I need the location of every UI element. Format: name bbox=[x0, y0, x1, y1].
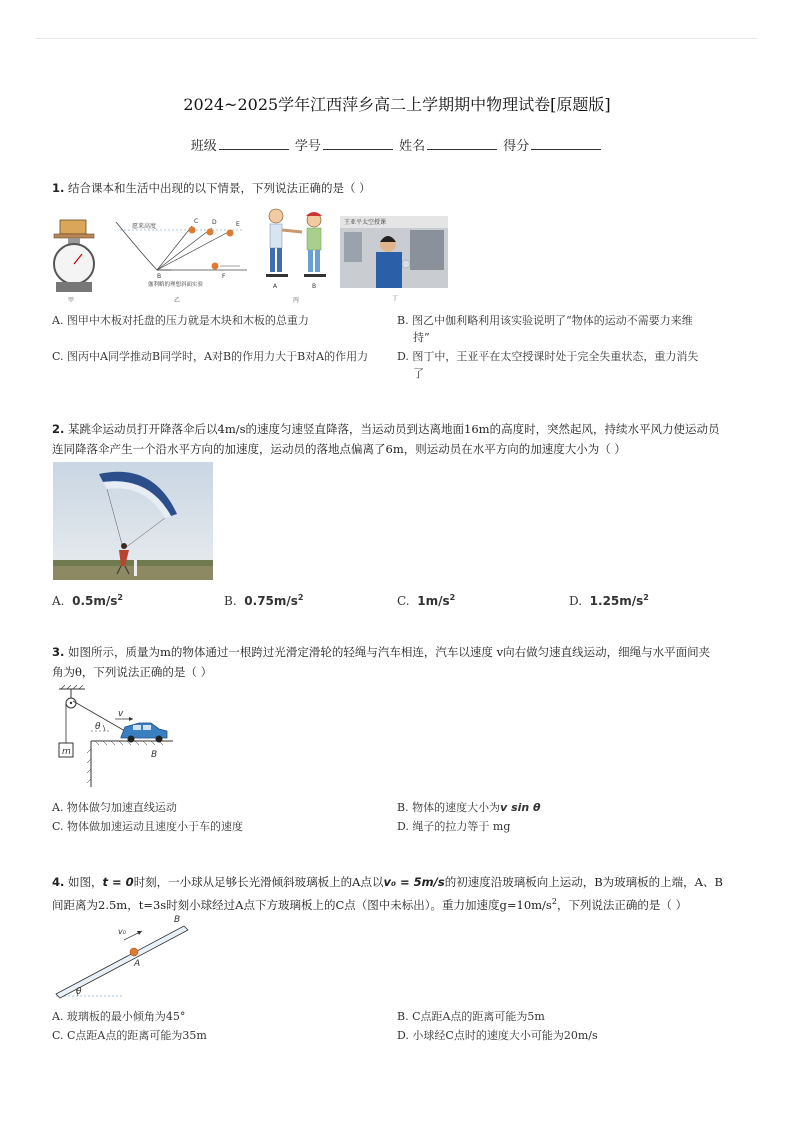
svg-text:C: C bbox=[194, 218, 199, 225]
q1-figure-jia bbox=[50, 214, 100, 304]
student-info-line bbox=[0, 135, 794, 154]
fig-bing-label: 丙 bbox=[293, 297, 300, 304]
q1-option-b[interactable]: B. 图乙中伽利略利用该实验说明了“物体的运动不需要力来维 持” bbox=[397, 314, 693, 344]
q1-option-a[interactable]: A. 图甲中木板对托盘的压力就是木块和木板的总重力 bbox=[52, 314, 309, 327]
svg-text:B: B bbox=[174, 915, 181, 925]
svg-text:F: F bbox=[222, 273, 226, 280]
q2-parachute-photo bbox=[53, 462, 213, 580]
svg-text:D: D bbox=[212, 219, 217, 226]
top-rule bbox=[36, 38, 758, 39]
svg-text:m: m bbox=[62, 747, 71, 757]
svg-text:E: E bbox=[236, 221, 240, 228]
q4-incline-diagram bbox=[52, 912, 192, 1002]
svg-text:愿来高度: 愿来高度 bbox=[132, 223, 157, 230]
q1-option-d[interactable]: D. 图丁中，王亚平在太空授课时处于完全失重状态，重力消失 了 bbox=[397, 350, 699, 380]
question-1-stem: 1. 结合课本和生活中出现的以下情景，下列说法正确的是（ ） bbox=[52, 181, 371, 195]
name-label: 姓名 bbox=[399, 139, 426, 154]
q1-figure-ding bbox=[340, 214, 450, 304]
score-label: 得分 bbox=[503, 139, 530, 154]
q2-option-b[interactable]: B. $0.75m/s^2$ bbox=[224, 593, 304, 608]
name-blank[interactable] bbox=[427, 137, 497, 150]
q3-pulley-car-diagram bbox=[55, 685, 185, 790]
q1-option-c[interactable]: C. 图丙中A同学推动B同学时，A对B的作用力大于B对A的作用力 bbox=[52, 350, 369, 363]
question-2-stem: 2. 某跳伞运动员打开降落伞后以4m/s的速度匀速竖直降落，当运动员到达离地面16m的高度时，突然起风，持续水平风力使运动员 连同降落伞产生一个沿水平方向的加速度，运动员的落地点偏离了6m，则运动员在水平方向的加速度大小为（ ） bbox=[52, 422, 720, 456]
q3-option-c[interactable]: C. 物体做加速运动且速度小于车的速度 bbox=[52, 820, 244, 833]
q2-option-d[interactable]: D. $1.25m/s^2$ bbox=[569, 593, 649, 608]
q4-option-d[interactable]: D. 小球经C点时的速度大小可能为20m/s bbox=[397, 1029, 598, 1042]
svg-text:A: A bbox=[273, 283, 278, 290]
class-blank[interactable] bbox=[219, 137, 289, 150]
question-3-stem: 3. 如图所示，质量为m的物体通过一根跨过光滑定滑轮的轻绳与汽车相连，汽车以速度 v向右做匀速直线运动，细绳与水平面间夹 角为θ，下列说法正确的是（ ） bbox=[52, 645, 711, 679]
q4-option-a[interactable]: A. 玻璃板的最小倾角为45° bbox=[52, 1010, 186, 1023]
svg-text:B: B bbox=[312, 283, 317, 290]
fig-yi-label: 乙 bbox=[174, 297, 181, 304]
svg-text:v: v bbox=[118, 709, 124, 719]
q1-figure-bing bbox=[262, 204, 332, 304]
q2-option-a[interactable]: A. $0.5m/s^2$ bbox=[52, 593, 123, 608]
q4-option-c[interactable]: C. C点距A点的距离可能为35m bbox=[52, 1029, 207, 1042]
svg-text:伽利略的理想斜面实验: 伽利略的理想斜面实验 bbox=[148, 282, 204, 288]
id-label: 学号 bbox=[294, 139, 321, 154]
fig-jia-label: 甲 bbox=[68, 297, 75, 304]
page-title: 2024~2025学年江西萍乡高二上学期期中物理试卷[原题版] bbox=[183, 95, 611, 114]
q3-option-d[interactable]: D. 绳子的拉力等于 mg bbox=[397, 820, 511, 833]
class-label: 班级 bbox=[190, 139, 217, 154]
q3-option-a[interactable]: A. 物体做匀加速直线运动 bbox=[52, 801, 177, 814]
q3-option-b[interactable]: B. 物体的速度大小为v sin θ bbox=[397, 801, 541, 814]
id-blank[interactable] bbox=[323, 137, 393, 150]
q4-option-b[interactable]: B. C点距A点的距离可能为5m bbox=[397, 1010, 545, 1023]
svg-text:A: A bbox=[134, 959, 141, 969]
score-blank[interactable] bbox=[531, 137, 601, 150]
svg-text:θ: θ bbox=[95, 722, 101, 732]
question-4-stem: 4. 如图，t = 0时刻，一小球从足够长光滑倾斜玻璃板上的A点以v₀ = 5m/s的初速度沿玻璃板向上运动，B为玻璃板的上端，A、B 间距离为2.5m，t=3s时刻小球经过A点下方玻璃板上的C点（图中未标出）。重力加速度$g=10m/s^2$，下列说法正确的是（ ） bbox=[52, 875, 723, 912]
svg-text:王亚平太空授课: 王亚平太空授课 bbox=[344, 219, 387, 226]
q2-option-c[interactable]: C. $1m/s^2$ bbox=[397, 593, 456, 608]
svg-text:θ: θ bbox=[76, 987, 82, 997]
svg-text:v₀: v₀ bbox=[118, 927, 126, 936]
svg-text:B: B bbox=[157, 273, 162, 280]
svg-text:B: B bbox=[151, 750, 158, 760]
fig-ding-label: 丁 bbox=[392, 295, 399, 302]
q1-figure-yi bbox=[112, 214, 252, 304]
